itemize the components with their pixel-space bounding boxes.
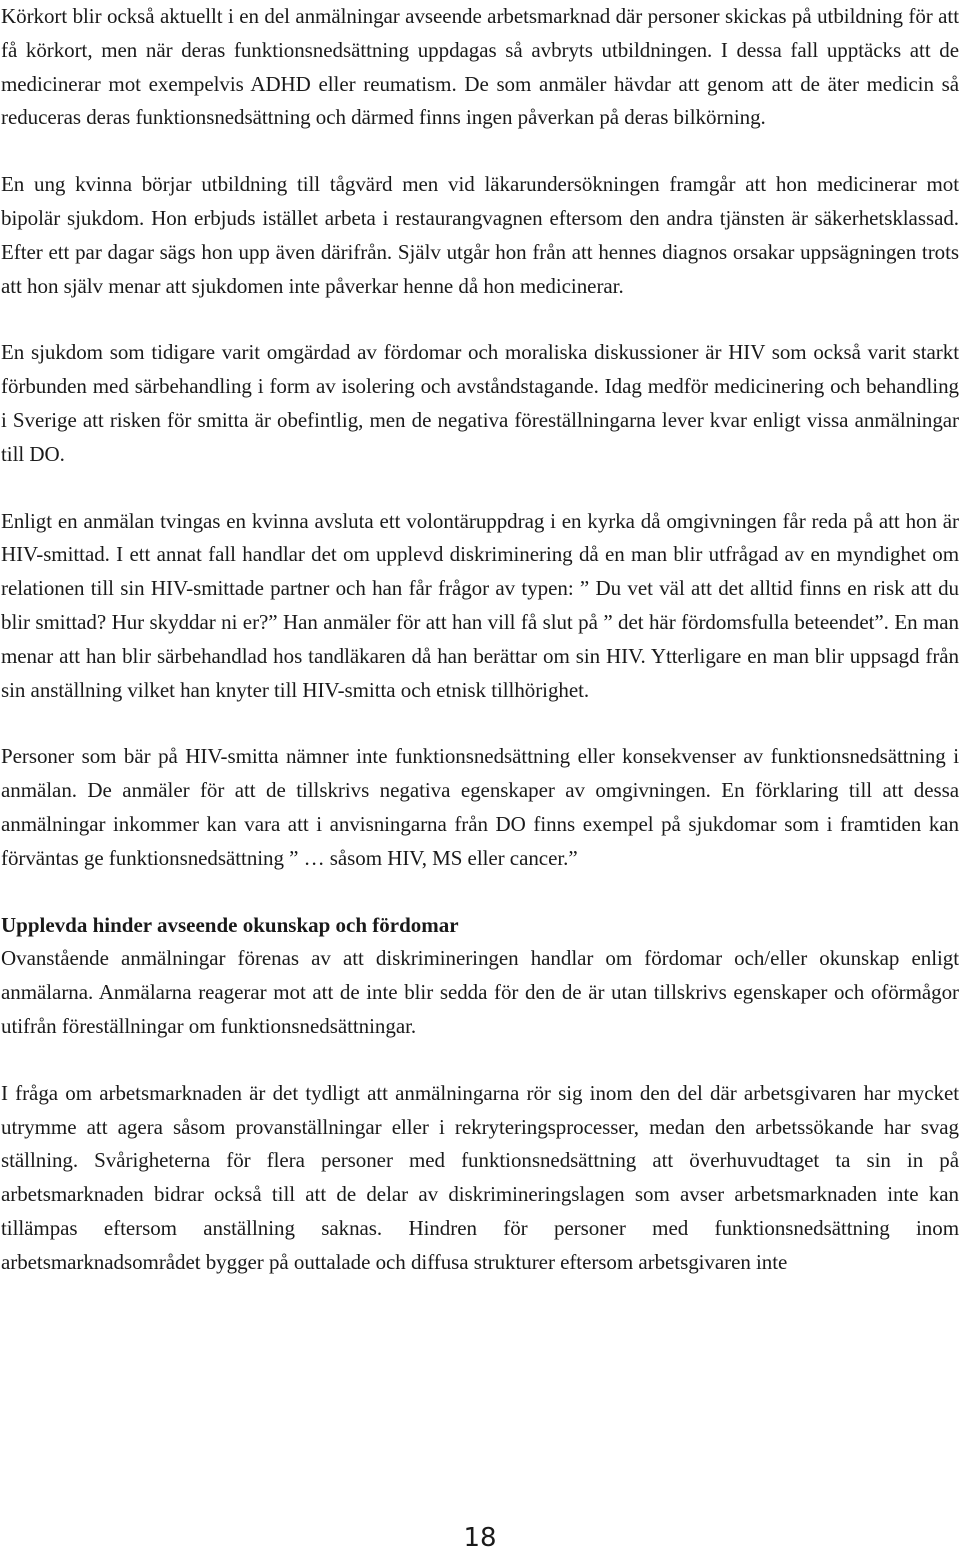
paragraph-fordomar-okunskap: Ovanstående anmälningar förenas av att diskrimineringen handlar om fördomar och/eller okunskap enligt anmälarna. Anmälarna reagerar mot att de inte blir sedda för den de är utan tillskrivs egenskaper och oförmågor utifrån föreställningar om funktionsnedsättningar. — [1, 946, 959, 1038]
document-page — [1, 0, 959, 1280]
paragraph-arbetsmarknad: I fråga om arbetsmarknaden är det tydligt att anmälningarna rör sig inom den del där arbetsgivaren har mycket utrymme att agera såsom provanställningar eller i rekryteringsprocesser, medan den arbetssökande har svag ställning. Svårigheterna för flera personer med funktionsnedsättning att överhuvudtaget ta sin in på arbetsmarknaden bidrar också till att de delar av diskrimineringslagen som avser arbetsmarknaden inte kan tillämpas eftersom anställning saknas. Hindren för personer med funktionsnedsättning inom arbetsmarknadsområdet bygger på outtalade och diffusa strukturer eftersom arbetsgivaren inte — [1, 1080, 959, 1274]
paragraph-korkort: Körkort blir också aktuellt i en del anmälningar avseende arbetsmarknad där personer skickas på utbildning för att få körkort, men när deras funktionsnedsättning uppdagas så avbryts utbildningen. I dessa fall upptäcks att de medicinerar mot exempelvis ADHD eller reumatism. De som anmäler hävdar att genom att de äter medicin så reduceras deras funktionsnedsättning och därmed finns ingen påverkan på deras bilkörning. — [1, 4, 959, 130]
paragraph-hiv-anmalan: Enligt en anmälan tvingas en kvinna avsluta ett volontäruppdrag i en kyrka då omgivningen får reda på att hon är HIV-smittad. I ett annat fall handlar det om upplevd diskriminering då en man blir utfrågad av en myndighet om relationen till sin HIV-smittade partner och han får frågor av typen: ” Du vet väl att det alltid finns en risk att du blir smittad? Hur skyddar ni er?” Han anmäler för att han vill få slut på ” det här fördomsfulla beteendet”. En man menar att han blir särbehandlad hos tandläkaren då han berättar om sin HIV. Ytterligare en man blir uppsagd från sin anställning vilket han knyter till HIV-smitta och etnisk tillhörighet. — [1, 508, 959, 702]
paragraph-hiv-funktionsnedsattning: Personer som bär på HIV-smitta nämner inte funktionsnedsättning eller konsekvenser av funktionsnedsättning i anmälan. De anmäler för att de tillskrivs negativa egenskaper av omgivningen. En förklaring till att dessa anmälningar inkommer kan vara att i anvisningarna från DO finns exempel på sjukdomar som i framtiden kan förväntas ge funktionsnedsättning ” … såsom HIV, MS eller cancer.” — [1, 744, 959, 870]
paragraph-tagvard: En ung kvinna börjar utbildning till tågvärd men vid läkarundersökningen framgår att hon medicinerar mot bipolär sjukdom. Hon erbjuds istället arbeta i restaurangvagnen eftersom den andra tjänsten är säkerhetsklassad. Efter ett par dagar sägs hon upp även därifrån. Själv utgår hon från att hennes diagnos orsakar uppsägningen trots att hon själv menar att sjukdomen inte påverkar henne då hon medicinerar. — [1, 172, 959, 298]
section-heading: Upplevda hinder avseende okunskap och fördomar — [1, 912, 459, 937]
page-number: 18 — [463, 1523, 497, 1553]
paragraph-hiv-fordomar: En sjukdom som tidigare varit omgärdad av fördomar och moraliska diskussioner är HIV som också varit starkt förbunden med särbehandling i form av isolering och avståndstagande. Idag medför medicinering och behandling i Sverige att risken för smitta är obefintlig, men de negativa föreställningarna lever kvar enligt vissa anmälningar till DO. — [1, 340, 959, 466]
